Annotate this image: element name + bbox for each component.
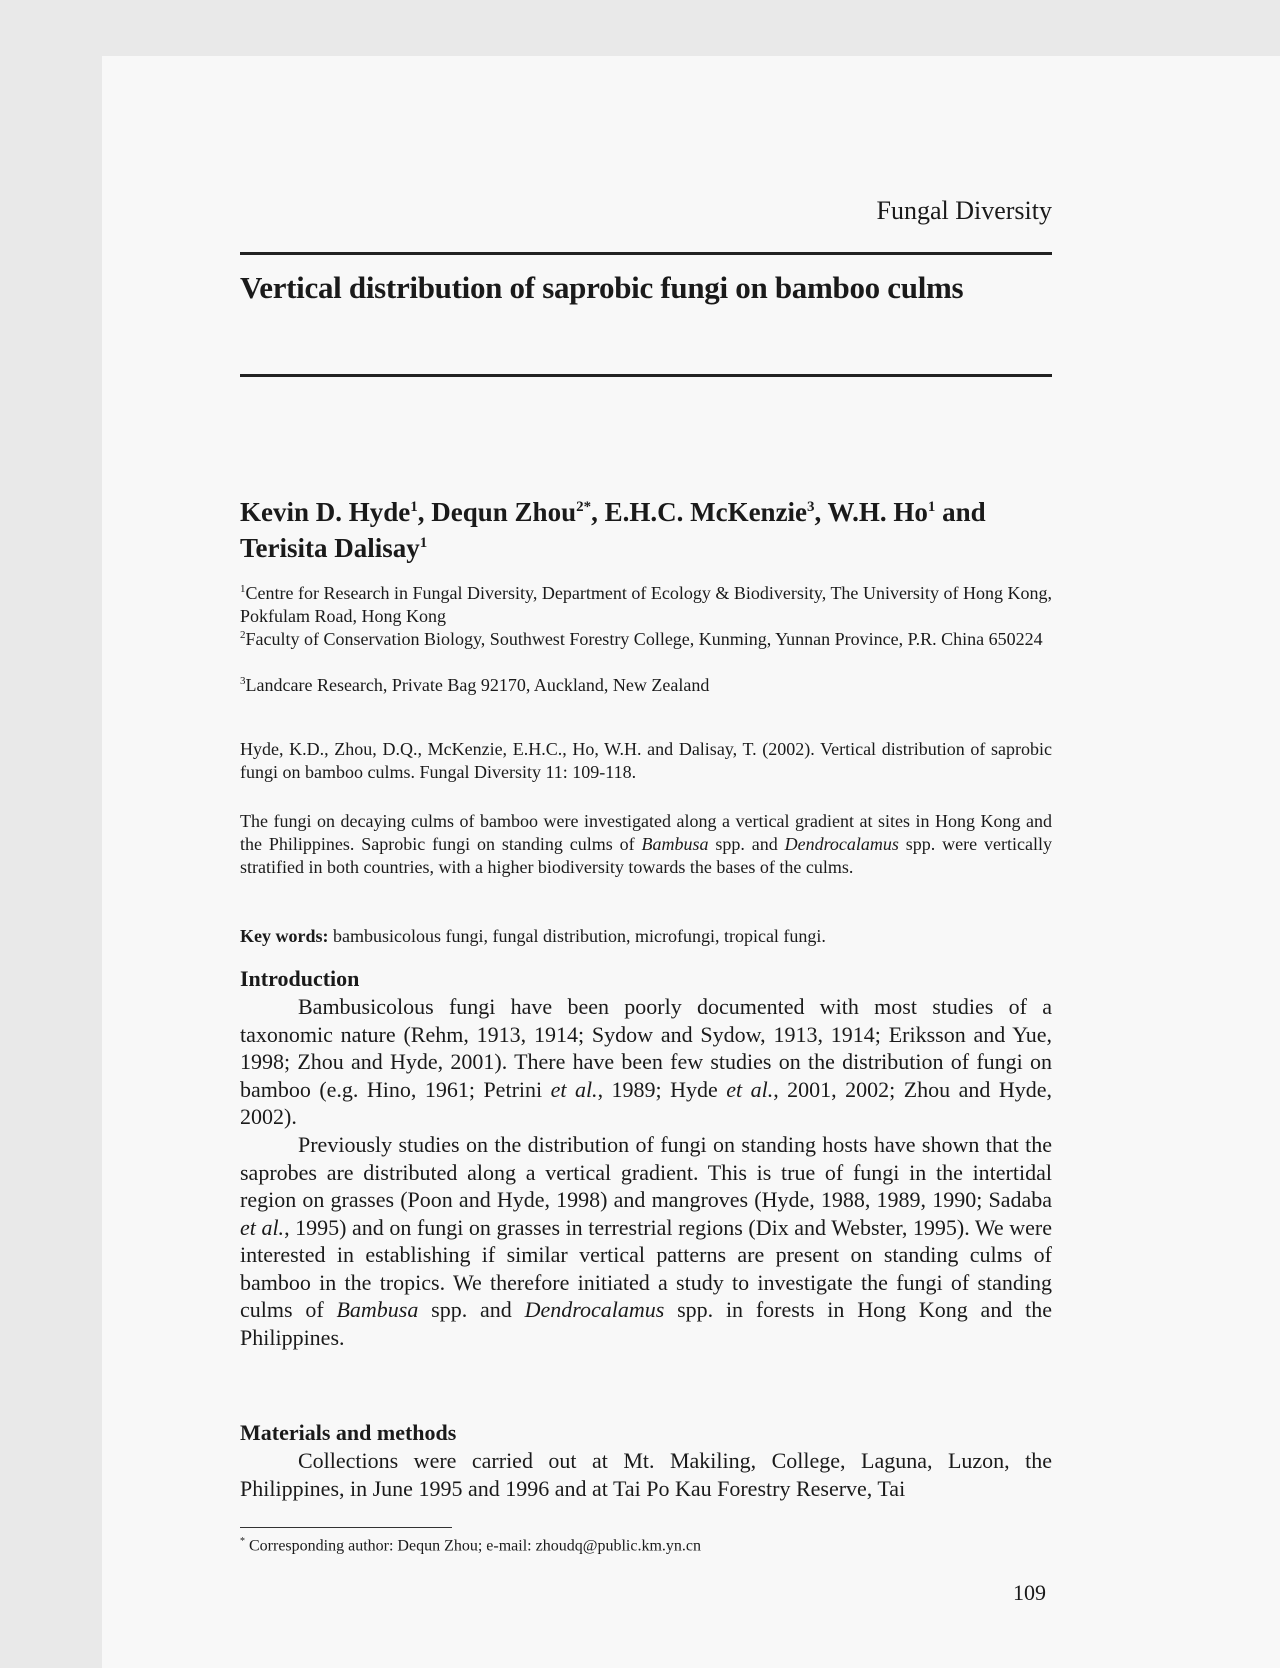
author-name: , W.H. Ho (814, 497, 928, 527)
paper-title: Vertical distribution of saprobic fungi on bamboo culms (240, 270, 964, 305)
genus-name: Bambusa (641, 834, 709, 854)
paper-page (102, 56, 1280, 1668)
author-name: Kevin D. Hyde (240, 497, 411, 527)
methods-paragraph-1: Collections were carried out at Mt. Makiling, College, Laguna, Luzon, the Philippines, in June 1995 and 1996 and at Tai Po Kau Forestry Reserve, Tai (240, 1448, 1052, 1501)
keywords (240, 926, 1052, 947)
author-affil-mark: 1 (410, 499, 418, 515)
author-name: , E.H.C. McKenzie (591, 497, 808, 527)
footnote-rule (240, 1527, 452, 1528)
section-heading-methods: Materials and methods (240, 1420, 457, 1445)
page-number: 109 (1013, 1580, 1046, 1605)
author-affil-mark: 1 (927, 499, 936, 515)
citation: Hyde, K.D., Zhou, D.Q., McKenzie, E.H.C., Ho, W.H. and Dalisay, T. (2002). Vertical distribution of saprobic fungi on bamboo culms. Fungal Diversity 11: 109-118. (240, 739, 1052, 782)
author-list (240, 492, 1052, 564)
footnote: * Corresponding author: Dequn Zhou; e-mail: zhoudq@public.km.yn.cn (240, 1536, 701, 1555)
intro-paragraph-1: Bambusicolous fungi have been poorly documented with most studies of a taxonomic nature (Rehm, 1913, 1914; Sydow and Sydow, 1913, 1914; Eriksson and Yue, 1998; Zhou and Hyde, 2001). There have been few studies on the distribution of fungi on bamboo (e.g. Hino, 1961; Petrini et al., 1989; Hyde et al., 2001, 2002; Zhou and Hyde, 2002). (240, 994, 1053, 1129)
author-affil-mark: 3 (807, 499, 815, 515)
author-affil-mark: 2* (576, 499, 592, 515)
intro-paragraph-2: Previously studies on the distribution of fungi on standing hosts have shown that the saprobes are distributed along a vertical gradient. This is true of fungi in the intertidal region on grasses (Poon and Hyde, 1998) and mangroves (Hyde, 1988, 1989, 1990; Sadaba et al., 1995) and on fungi on grasses in terrestrial regions (Dix and Webster, 1995). We were interested in establishing if similar vertical patterns are present on standing culms of bamboo in the tropics. We therefore initiated a study to investigate the fungi of standing culms of Bambusa spp. and Dendrocalamus spp. in forests in Hong Kong and the Philippines. (240, 1132, 1052, 1350)
keywords-text: bambusicolous fungi, fungal distribution, microfungi, tropical fungi. (328, 926, 826, 946)
affiliation-1: $^1$Centre for Research in Fungal Diversity, Department of Ecology & Biodiversity, The University of Hong Kong, Pokfulam Road, Hong Kong (240, 583, 1052, 626)
title-rule-bottom (240, 374, 1052, 377)
author-name: , Dequn Zhou (417, 497, 577, 527)
section-heading-introduction: Introduction (240, 966, 360, 991)
author-affil-mark: 1 (419, 535, 428, 551)
genus-name: Dendrocalamus (784, 834, 899, 854)
journal-name: Fungal Diversity (876, 196, 1052, 225)
keywords-label: Key words: (240, 926, 329, 946)
title-rule-top (240, 252, 1052, 255)
abstract: The fungi on decaying culms of bamboo were investigated along a vertical gradient at sites in Hong Kong and the Philippines. Saprobic fungi on standing culms of Bambusa spp. and Dendrocalamus spp. were vertically stratified in both countries, with a higher biodiversity towards the bases of the culms. (240, 811, 1052, 877)
affiliation-2: $^2$Faculty of Conservation Biology, Southwest Forestry College, Kunming, Yunnan Province, P.R. China 650224 (240, 629, 1043, 649)
affiliation-3: $^3$Landcare Research, Private Bag 92170, Auckland, New Zealand (240, 675, 710, 695)
author-name: and Terisita Dalisay (240, 497, 986, 563)
